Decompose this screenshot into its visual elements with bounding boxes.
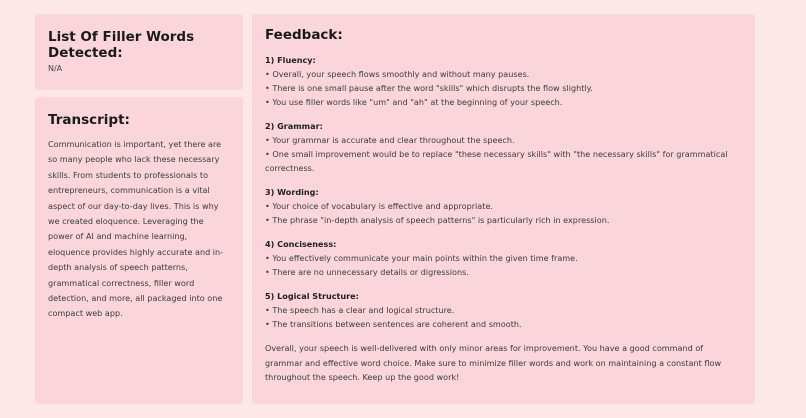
feedback-section-wording	[265, 185, 742, 227]
bullet: • You effectively communicate your main points within the given time frame.	[265, 253, 578, 263]
bullet: • The phrase "in-depth analysis of speech patterns" is particularly rich in expression.	[265, 215, 610, 225]
feedback-section-logical-structure	[265, 289, 742, 331]
transcript-title: Transcript:	[48, 112, 130, 128]
section-title: 5) Logical Structure:	[265, 291, 359, 301]
filler-words-value: N/A	[48, 64, 63, 73]
bullet: • There is one small pause after the word "skills" which disrupts the flow slightly.	[265, 83, 593, 93]
bullet: • Your choice of vocabulary is effective and appropriate.	[265, 201, 493, 211]
feedback-title: Feedback:	[265, 27, 343, 43]
bullet: • One small improvement would be to replace "these necessary skills" with "the necessary skills" for grammatical correctness.	[265, 149, 728, 173]
transcript-text: Communication is important, yet there are so many people who lack these necessary skills. From students to professionals to entrepreneurs, communication is a vital aspect of our day-to-day lives. This is why we created eloquence. Leveraging the power of AI and machine learning, eloquence provides highly accurate and in-depth analysis of speech patterns, grammatical correctness, filler word detection, and more, all packaged into one compact web app.	[48, 139, 224, 319]
filler-words-title: List Of Filler Words Detected:	[48, 29, 195, 61]
section-title: 4) Conciseness:	[265, 239, 337, 249]
section-title: 3) Wording:	[265, 187, 319, 197]
feedback-summary: Overall, your speech is well-delivered with only minor areas for improvement. You have a good command of grammar and effective word choice. Make sure to minimize filler words and work on maintaining a constant flow throughout the speech. Keep up the good work!	[265, 343, 722, 382]
bullet: • Overall, your speech flows smoothly and without many pauses.	[265, 69, 530, 79]
bullet: • There are no unnecessary details or digressions.	[265, 267, 469, 277]
bullet: • You use filler words like "um" and "ah" at the beginning of your speech.	[265, 97, 563, 107]
bullet: • Your grammar is accurate and clear throughout the speech.	[265, 135, 515, 145]
transcript-card	[35, 97, 243, 404]
bullet: • The transitions between sentences are coherent and smooth.	[265, 319, 522, 329]
feedback-section-fluency	[265, 53, 742, 109]
section-title: 1) Fluency:	[265, 55, 316, 65]
filler-words-card	[35, 14, 243, 90]
section-title: 2) Grammar:	[265, 121, 323, 131]
feedback-section-conciseness	[265, 237, 742, 279]
bullet: • The speech has a clear and logical structure.	[265, 305, 455, 315]
feedback-section-grammar	[265, 119, 742, 175]
feedback-card	[252, 14, 755, 404]
